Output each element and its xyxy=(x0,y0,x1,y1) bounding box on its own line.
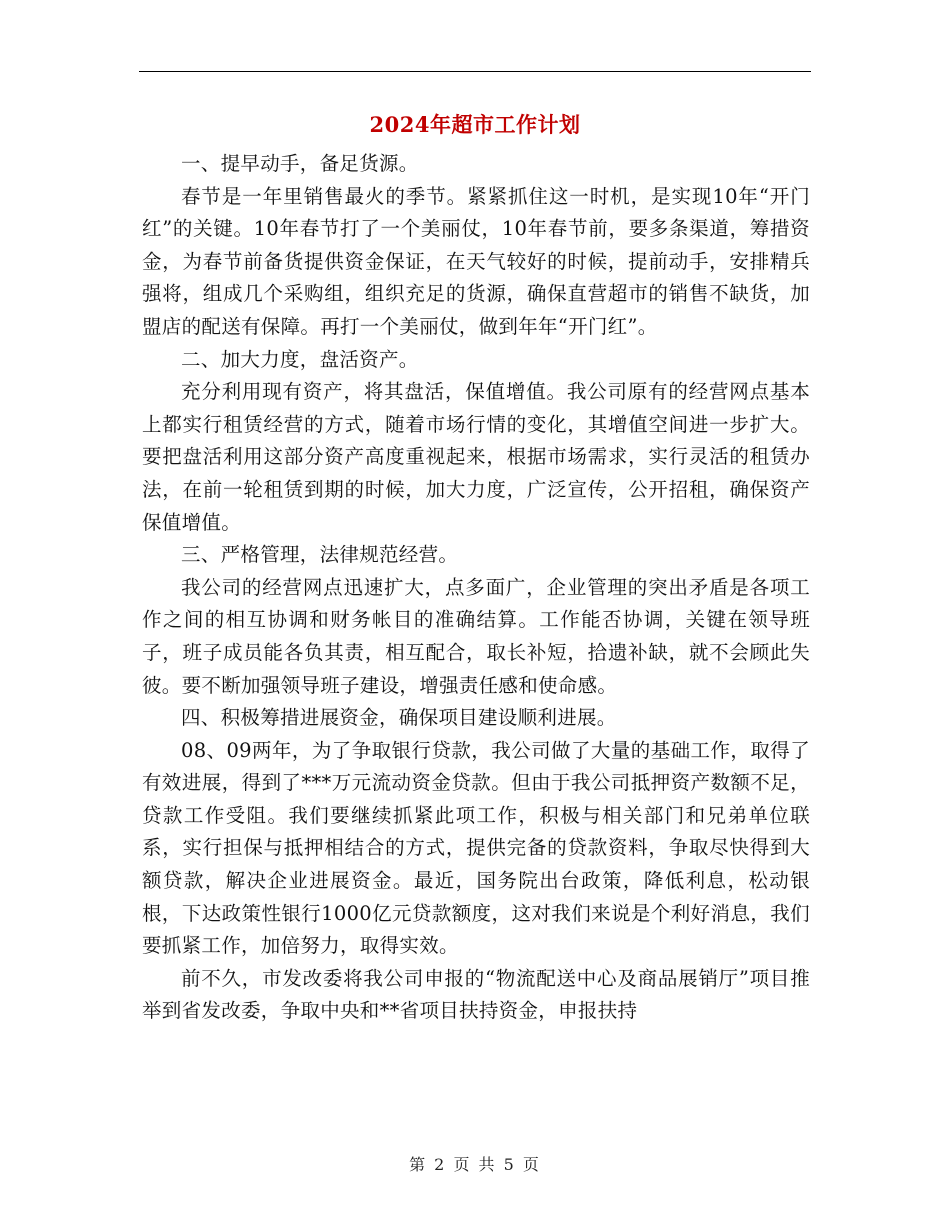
page-footer: 第 2 页 共 5 页 xyxy=(409,1155,541,1174)
section-heading-3: 三、严格管理，法律规范经营。 xyxy=(181,543,459,567)
document-title: 2024年超市工作计划 xyxy=(369,112,581,137)
body-paragraph: 充分利用现有资产，将其盘活，保值增值。我公司原有的经营网点基本上都实行租赁经营的方式，随着市场行情的变化，其增值空间进一步扩大。要把盘活利用这部分资产高度重视起来，根据市场需求，实行灵活的租赁办法，在前一轮租赁到期的时候，加大力度，广泛宣传，公开招租，确保资产保值增值。 xyxy=(142,380,810,534)
body-paragraph: 春节是一年里销售最火的季节。紧紧抓住这一时机，是实现10年“开门红”的关键。10年春节打了一个美丽仗，10年春节前，要多条渠道，筹措资金，为春节前备货提供资金保证，在天气较好的时候，提前动手，安排精兵强将，组成几个采购组，组织充足的货源，确保直营超市的销售不缺货，加盟店的配送有保障。再打一个美丽仗，做到年年“开门红”。 xyxy=(142,184,810,338)
body-paragraph: 我公司的经营网点迅速扩大，点多面广，企业管理的突出矛盾是各项工作之间的相互协调和财务帐目的准确结算。工作能否协调，关键在领导班子，班子成员能各负其责，相互配合，取长补短，拾遗补缺，就不会顾此失彼。要不断加强领导班子建设，增强责任感和使命感。 xyxy=(142,575,810,697)
body-paragraph: 08、09两年，为了争取银行贷款，我公司做了大量的基础工作，取得了有效进展，得到了***万元流动资金贷款。但由于我公司抵押资产数额不足，贷款工作受阻。我们要继续抓紧此项工作，积极与相关部门和兄弟单位联系，实行担保与抵押相结合的方式，提供完备的贷款资料，争取尽快得到大额贷款，解决企业进展资金。最近，国务院出台政策，降低利息，松动银根，下达政策性银行1000亿元贷款额度，这对我们来说是个利好消息，我们要抓紧工作，加倍努力，取得实效。 xyxy=(142,738,810,958)
body-paragraph: 前不久，市发改委将我公司申报的“物流配送中心及商品展销厅”项目推举到省发改委，争取中央和**省项目扶持资金，申报扶持 xyxy=(142,966,810,1023)
section-heading-1: 一、提早动手，备足货源。 xyxy=(181,152,419,175)
document-body xyxy=(142,148,810,1028)
header-rule xyxy=(139,71,811,72)
section-heading-4: 四、积极筹措进展资金，确保项目建设顺利进展。 xyxy=(181,706,617,730)
section-heading-2: 二、加大力度，盘活资产。 xyxy=(181,347,419,371)
